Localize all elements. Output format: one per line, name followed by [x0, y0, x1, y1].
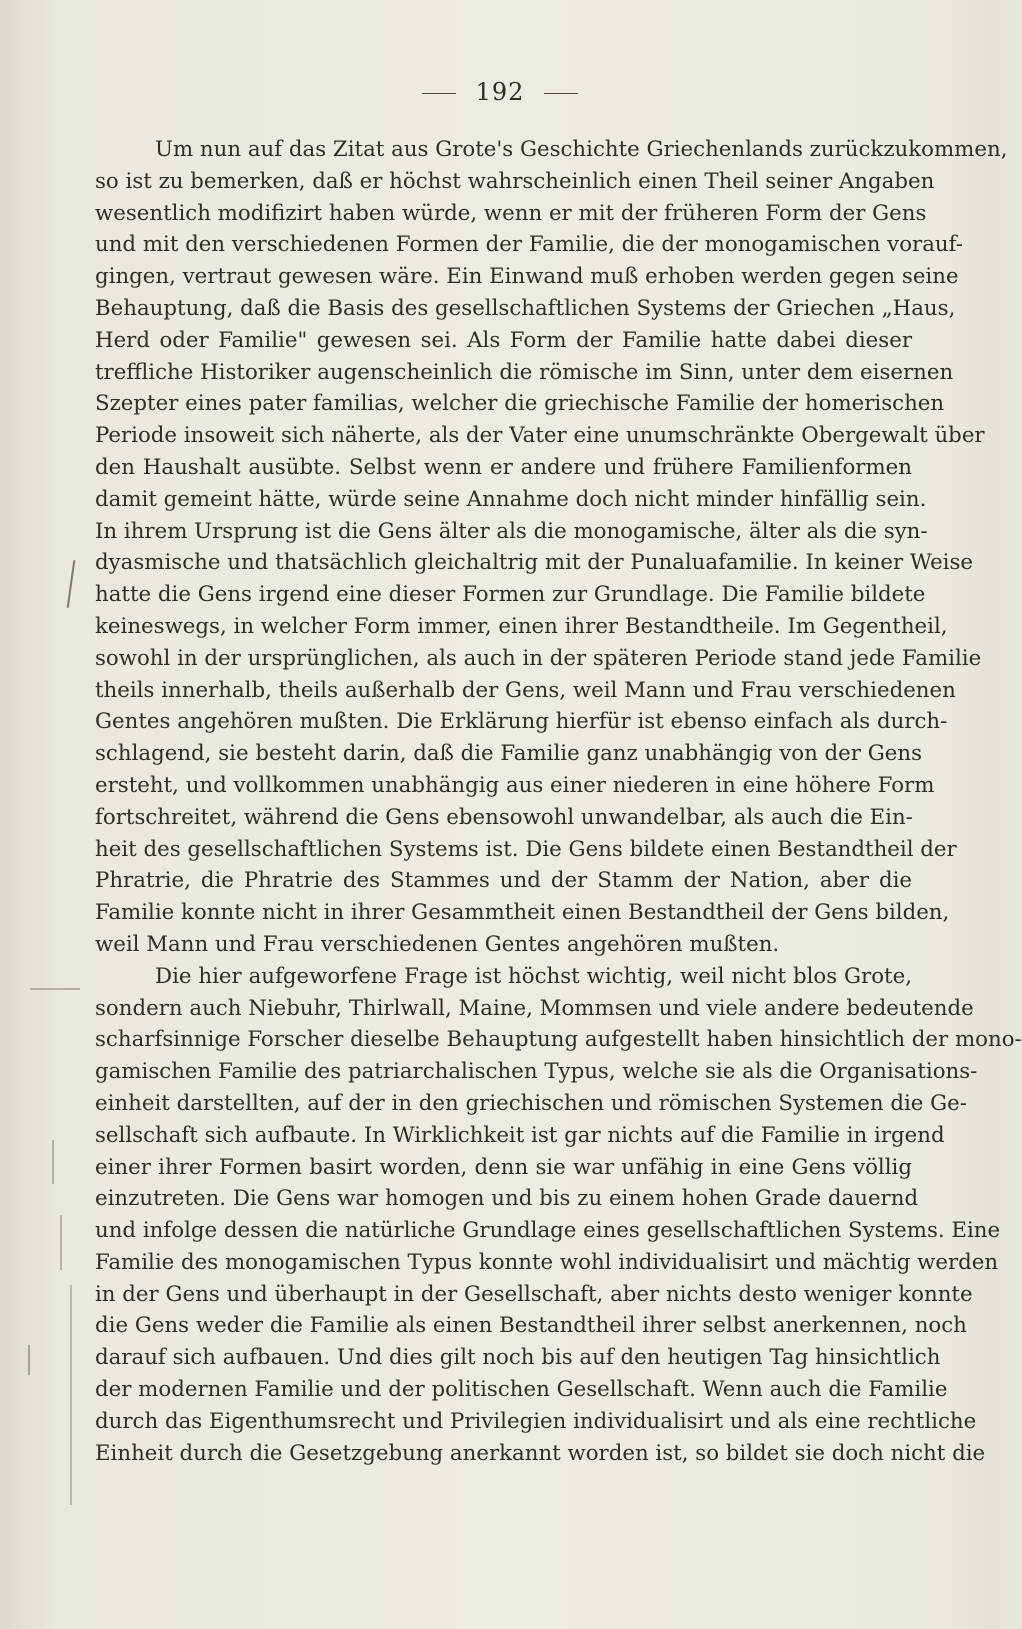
margin-pencil-mark — [30, 988, 80, 990]
text-line: Einheit durch die Gesetzgebung anerkannt worden ist, so bildet sie doch nicht die — [95, 1440, 986, 1466]
text-line: Um nun auf das Zitat aus Grote's Geschichte Griechenlands zurückzukommen, — [155, 137, 1008, 162]
text-line: sellschaft sich aufbaute. In Wirklichkeit ist gar nichts auf die Familie in irgend — [95, 1122, 945, 1148]
page-header — [0, 78, 1000, 106]
page-number: 192 — [475, 78, 525, 106]
text-line: sowohl in der ursprünglichen, als auch in der späteren Periode stand jede Familie — [95, 645, 982, 671]
text-line: darauf sich aufbauen. Und dies gilt noch bis auf den heutigen Tag hinsichtlich — [95, 1345, 941, 1371]
text-line: einzutreten. Die Gens war homogen und bis zu einem hohen Grade dauernd — [95, 1186, 919, 1212]
text-line: durch das Eigenthumsrecht und Privilegien individualisirt und als eine rechtliche — [95, 1408, 977, 1434]
margin-pencil-mark — [67, 560, 76, 608]
text-line: ersteht, und vollkommen unabhängig aus einer niederen in eine höhere Form — [95, 772, 935, 798]
text-line: heit des gesellschaftlichen Systems ist. Die Gens bildete einen Bestandtheil der — [95, 836, 957, 862]
text-line: sondern auch Niebuhr, Thirlwall, Maine, Mommsen und viele andere bedeutende — [95, 995, 974, 1021]
text-line: und infolge dessen die natürliche Grundlage eines gesellschaftlichen Systems. Eine — [95, 1218, 1001, 1244]
text-line: Szepter eines pater familias, welcher die griechische Familie der homerischen — [95, 391, 945, 417]
text-line: Familie konnte nicht in ihrer Gesammtheit einen Bestandtheil der Gens bilden, — [95, 900, 950, 926]
margin-pencil-mark — [52, 1140, 54, 1184]
text-line: damit gemeint hätte, würde seine Annahme doch nicht minder hinfällig sein. — [95, 486, 927, 512]
margin-pencil-mark — [28, 1345, 30, 1375]
text-line: einer ihrer Formen basirt worden, denn sie war unfähig in eine Gens völlig — [95, 1154, 912, 1180]
text-line: schlagend, sie besteht darin, daß die Familie ganz unabhängig von der Gens — [95, 741, 923, 767]
text-line: Familie des monogamischen Typus konnte wohl individualisirt und mächtig werden — [95, 1249, 999, 1275]
text-line: den Haushalt ausübte. Selbst wenn er andere und frühere Familienformen — [95, 454, 912, 480]
text-line: gamischen Familie des patriarchalischen Typus, welche sie als die Organisations- — [95, 1059, 978, 1085]
text-line: so ist zu bemerken, daß er höchst wahrscheinlich einen Theil seiner Angaben — [95, 168, 935, 194]
text-line: die Gens weder die Familie als einen Bestandtheil ihrer selbst anerkennen, noch — [95, 1313, 967, 1339]
header-dash-left — [422, 93, 456, 95]
text-line: wesentlich modifizirt haben würde, wenn er mit der früheren Form der Gens — [95, 200, 927, 226]
text-line: in der Gens und überhaupt in der Gesellschaft, aber nichts desto weniger konnte — [95, 1281, 973, 1307]
text-line: der modernen Familie und der politischen Gesellschaft. Wenn auch die Familie — [95, 1377, 948, 1403]
text-line: Die hier aufgeworfene Frage ist höchst wichtig, weil nicht blos Grote, — [155, 963, 912, 989]
text-line: keineswegs, in welcher Form immer, einen ihrer Bestandtheile. Im Gegentheil, — [95, 613, 948, 639]
text-line: weil Mann und Frau verschiedenen Gentes angehören mußten. — [95, 931, 780, 957]
header-dash-right — [544, 93, 578, 95]
text-line: einheit darstellten, auf der in den griechischen und römischen Systemen die Ge- — [95, 1090, 967, 1116]
text-line: Herd oder Familie" gewesen sei. Als Form der Familie hatte dabei dieser — [95, 327, 912, 353]
text-line: treffliche Historiker augenscheinlich die römische im Sinn, unter dem eisernen — [95, 359, 954, 385]
margin-pencil-mark — [60, 1215, 62, 1270]
text-line: In ihrem Ursprung ist die Gens älter als die monogamische, älter als die syn- — [95, 518, 928, 544]
text-line: dyasmische und thatsächlich gleichaltrig mit der Punaluafamilie. In keiner Weise — [95, 550, 974, 576]
text-line: scharfsinnige Forscher dieselbe Behauptung aufgestellt haben hinsichtlich der mono- — [95, 1027, 1022, 1053]
text-line: Behauptung, daß die Basis des gesellschaftlichen Systems der Griechen „Haus, — [95, 295, 956, 321]
text-line: Gentes angehören mußten. Die Erklärung hierfür ist ebenso einfach als durch- — [95, 709, 948, 735]
body-text — [95, 134, 1022, 1469]
margin-pencil-mark — [70, 1285, 72, 1505]
text-line: Phratrie, die Phratrie des Stammes und der Stamm der Nation, aber die — [95, 868, 912, 894]
text-line: und mit den verschiedenen Formen der Familie, die der monogamischen vorauf- — [95, 232, 963, 258]
text-line: fortschreitet, während die Gens ebensowohl unwandelbar, als auch die Ein- — [95, 804, 913, 830]
text-line: gingen, vertraut gewesen wäre. Ein Einwand muß erhoben werden gegen seine — [95, 264, 959, 290]
text-line: hatte die Gens irgend eine dieser Formen zur Grundlage. Die Familie bildete — [95, 582, 926, 608]
text-line: Periode insoweit sich näherte, als der Vater eine unumschränkte Obergewalt über — [95, 423, 985, 449]
text-line: theils innerhalb, theils außerhalb der Gens, weil Mann und Frau verschiedenen — [95, 677, 956, 703]
